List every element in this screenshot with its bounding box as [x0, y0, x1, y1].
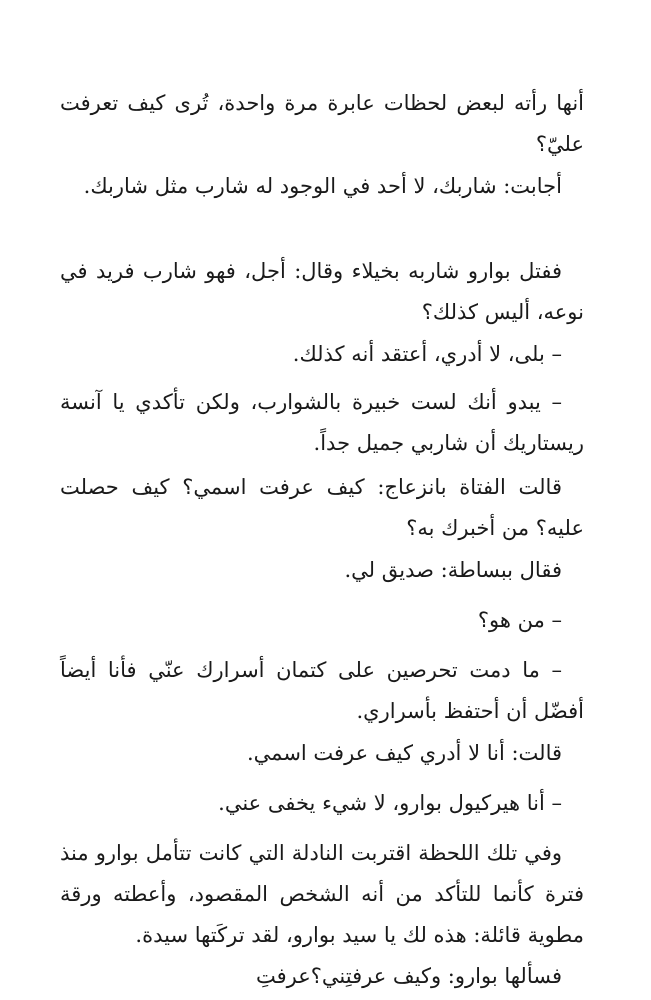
paragraph: قالت: أنا لا أدري كيف عرفت اسمي. [247, 741, 562, 765]
paragraph: قالت الفتاة بانزعاج: كيف عرفت اسمي؟ كيف حصلت عليه؟ من أخبرك به؟ [60, 475, 584, 540]
paragraph: أجابت: شاربك، لا أحد في الوجود له شارب مثل شاربك. [83, 174, 562, 198]
paragraph: ففتل بوارو شاربه بخيلاء وقال: أجل، فهو شارب فريد في نوعه، أليس كذلك؟ [60, 259, 584, 324]
dialogue-line: – بلى، لا أدري، أعتقد أنه كذلك. [292, 342, 562, 366]
dialogue-line: – أنا هيركيول بوارو، لا شيء يخفى عني. [218, 791, 562, 815]
paragraph: أنها رأته لبعض لحظات عابرة مرة واحدة، تُرى كيف تعرفت عليّ؟ [60, 91, 584, 156]
dialogue-line: – ما دمت تحرصين على كتمان أسرارك عنّي فأنا أيضاً أفضّل أن أحتفظ بأسراري. [60, 658, 584, 723]
paragraph: وفي تلك اللحظة اقتربت النادلة التي كانت تتأمل بوارو منذ فترة كأنما للتأكد من أنه الشخص المقصود، وأعطته ورقة مطوية قائلة: هذه لك يا سيد بوارو، لقد تركَتها سيدة. [60, 841, 584, 947]
paragraph: فقال ببساطة: صديق لي. [344, 558, 562, 582]
paragraph: فسألها بوارو: وكيف عرفتِني؟عرفتِ [255, 964, 562, 988]
dialogue-line: – يبدو أنك لست خبيرة بالشوارب، ولكن تأكدي يا آنسة ريستاريك أن شاربي جميل جداً. [60, 390, 584, 455]
dialogue-line: – من هو؟ [477, 608, 562, 632]
